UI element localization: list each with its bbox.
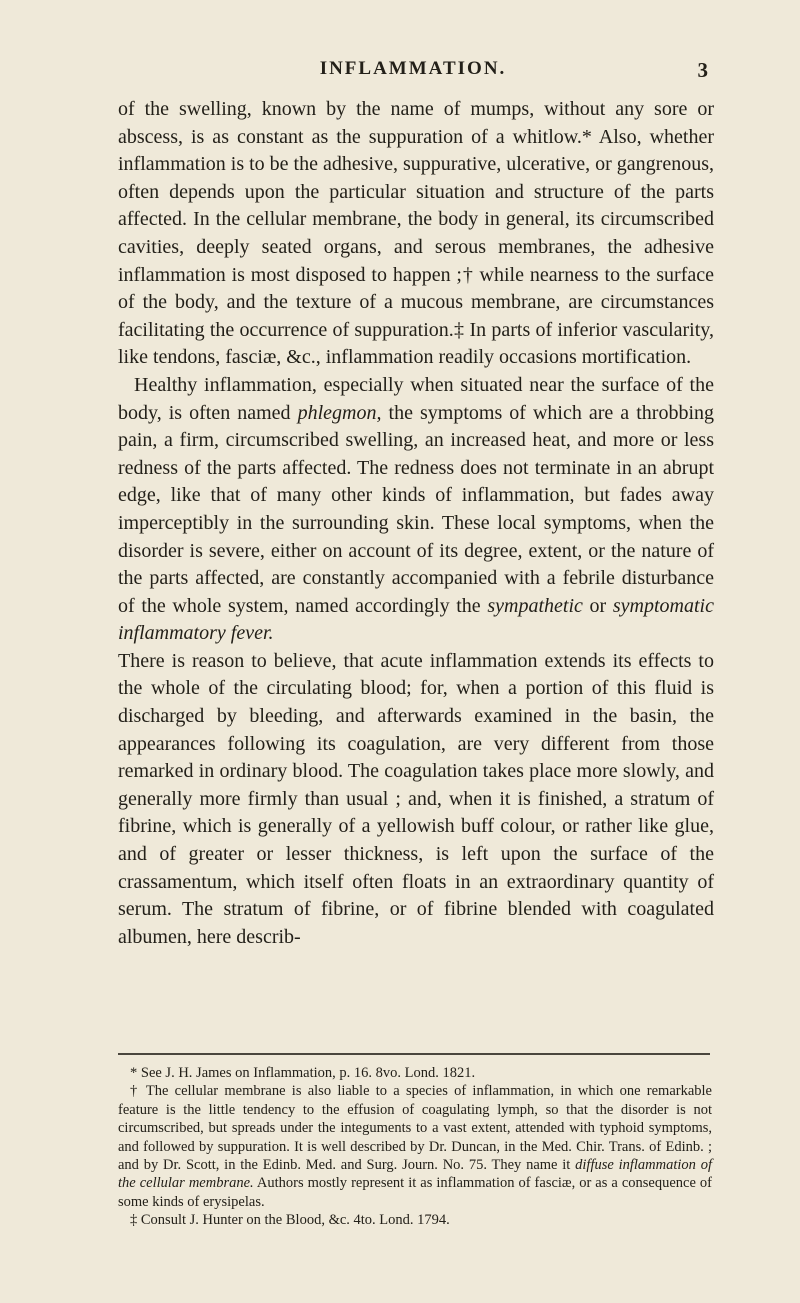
paragraph-2-text-c: or [582, 594, 613, 617]
footnote-dagger-term: diffuse inflammation of the cellular membrane. [118, 1157, 713, 1192]
paragraph-1-text: of the swelling, known by the name of mumps, without any sore or abscess, is as constant as the suppuration of a whitlow.* Also, whether inflammation is to be the adhesive, suppurative, ulcerative, or gangrenous, often depends upon the particular situation and structure of the parts affected. In the cellular membrane, the body in general, its circumscribed cavities, deeply seated organs, and serous membranes, the adhesive inflammation is most disposed to happen ;† while nearness to the surface of the body, and the texture of a mucous membrane, are circumstances facilitating the occurrence of suppuration.‡ In parts of inferior vascularity, like tendons, fasciæ, &c., inflammation readily occasions mortification. [118, 98, 714, 369]
running-head [118, 58, 708, 88]
paragraph-3-text: There is reason to believe, that acute inflammation extends its effects to the whole of the circulating blood; for, when a portion of this fluid is discharged by bleeding, and afterwards examined in the basin, the appearances following its coagulation, are very different from those remarked in ordinary blood. The coagulation takes place more slowly, and generally more firmly than usual ; and, when it is finished, a stratum of fibrine, which is generally of a yellowish buff colour, or rather like glue, and of greater or lesser thickness, is left upon the surface of the crassamentum, which itself often floats in an extraordinary quantity of serum. The stratum of fibrine, or of fibrine blended with coagulated albumen, here describ- [118, 649, 714, 948]
footnote-dagger [118, 1082, 712, 1211]
paragraph-2 [118, 372, 714, 648]
paragraph-1 [118, 96, 714, 372]
body-text [118, 96, 714, 951]
term-sympathetic: sympathetic [487, 594, 583, 617]
footnote-star: * See J. H. James on Inflammation, p. 16. 8vo. Lond. 1821. [130, 1065, 476, 1081]
running-title: INFLAMMATION. [319, 58, 507, 79]
paragraph-3 [118, 648, 714, 952]
footnotes [118, 1064, 712, 1230]
paragraph-2-text-b: the symptoms of which are a throbbing pain, a firm, circumscribed swelling, an increased heat, and more or less redness of the parts affected. The redness does not terminate in an abrupt edge, like that of many other kinds of inflammation, but fades away imperceptibly in the surrounding skin. These local symptoms, when the disorder is severe, either on account of its degree, extent, or the nature of the parts affected, are constantly accompanied with a febrile disturbance of the whole system, named accordingly the [118, 401, 714, 617]
footnote-dagger-text-b: Authors mostly represent it as inflammation of fasciæ, or as a consequence of some kinds of erysipelas. [118, 1175, 712, 1210]
term-symptomatic-fever: symptomatic inflammatory fever. [118, 594, 714, 645]
term-phlegmon: phlegmon, [297, 401, 382, 424]
footnote-double-dagger: ‡ Consult J. Hunter on the Blood, &c. 4to. Lond. 1794. [130, 1212, 450, 1229]
footnote-rule [118, 1053, 710, 1055]
footnote-dagger-text-a: † The cellular membrane is also liable to a species of inflammation, in which one remarkable feature is the little tendency to the effusion of coagulating lymph, so that the disorder is not circumscribed, but spreads under the integuments to a vast extent, attended with typhoid symptoms, and followed by suppuration. It is well described by Dr. Duncan, in the Med. Chir. Trans. of Edinb. ; and by Dr. Scott, in the Edinb. Med. and Surg. Journ. No. 75. They name it [118, 1083, 712, 1174]
page-number: 3 [697, 58, 708, 82]
paragraph-2-text-a: Healthy inflammation, especially when situated near the surface of the body, is often named [118, 373, 714, 424]
